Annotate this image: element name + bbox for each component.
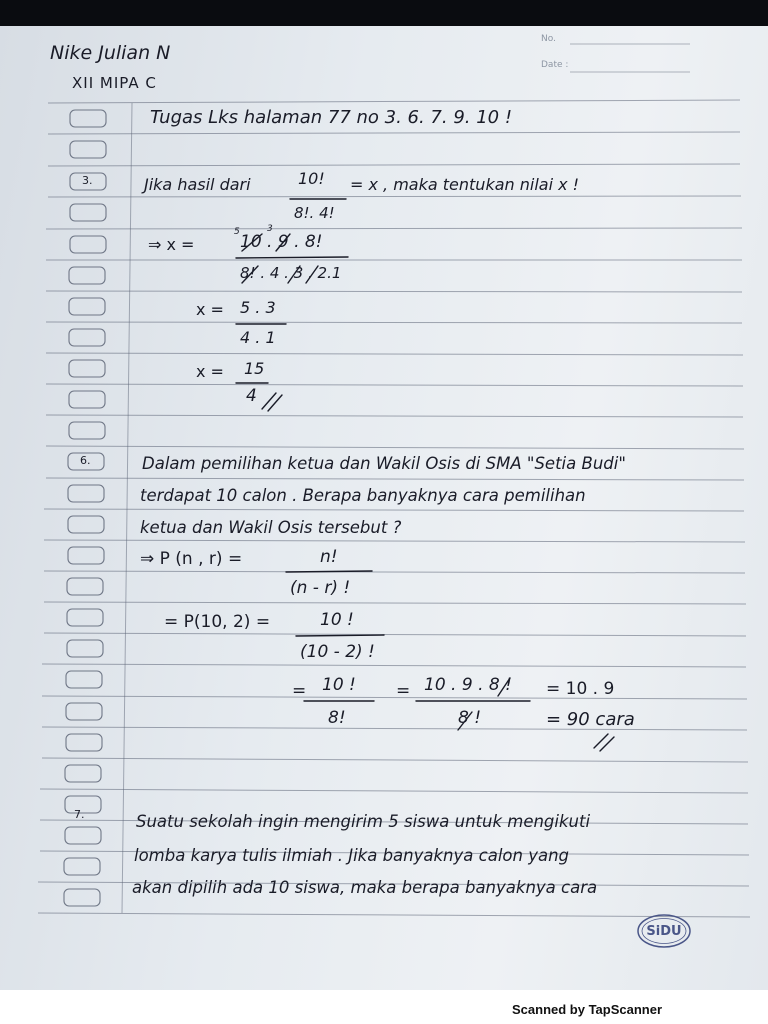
problem-6-formula-numerator: n! <box>320 547 338 567</box>
problem-3-answer-slash-2 <box>268 395 282 411</box>
problem-7-number: 7. <box>74 808 85 821</box>
problem-3-cancel-9 <box>276 234 290 251</box>
problem-6-substitution-fraction-bar <box>296 635 384 636</box>
problem-3-result-numerator: 15 <box>244 359 265 378</box>
problem-6-formula-lhs: ⇒ P (n , r) = <box>140 549 243 569</box>
problem-6-line-2: terdapat 10 calon . Berapa banyaknya cara pemilihan <box>140 486 586 505</box>
problem-3-cancel-2 <box>306 266 318 283</box>
student-name: Nike Julian N <box>50 42 171 64</box>
problem-7-line-2: lomba karya tulis ilmiah . Jika banyaknya calon yang <box>134 846 570 865</box>
problem-3-question-denominator: 8!. 4! <box>294 204 335 222</box>
problem-3-question-numerator: 10! <box>298 169 325 188</box>
problem-6-substitution-denominator: (10 - 2) ! <box>300 642 375 662</box>
date-label: Date : <box>541 60 569 70</box>
problem-3-step1-cancel-3: 3 <box>267 224 273 234</box>
problem-6-cancel-8-denominator <box>458 712 472 730</box>
problem-3-question-suffix: = x , maka tentukan nilai x ! <box>350 175 580 194</box>
sidu-logo-text: SiDU <box>646 924 682 939</box>
problem-6-eq-1: = <box>292 681 307 701</box>
problem-6-expand-numerator: 10 . 9 . 8 ! <box>424 675 512 695</box>
sidu-logo-stamp <box>636 912 692 950</box>
problem-6-line-1: Dalam pemilihan ketua dan Wakil Osis di SMA "Setia Budi" <box>142 454 626 473</box>
problem-3-step3-lhs: x = <box>196 362 224 381</box>
problem-3-step2-denominator: 4 . 1 <box>240 328 276 347</box>
problem-6-formula-denominator: (n - r) ! <box>290 578 351 598</box>
problem-3-cancel-3 <box>288 266 300 283</box>
problem-6-cancel-8-numerator <box>498 678 510 696</box>
problem-3-step1-cancel-5: 5 <box>234 227 240 237</box>
problem-7-line-3: akan dipilih ada 10 siswa, maka berapa banyaknya cara <box>132 878 598 897</box>
problem-6-line-3: ketua dan Wakil Osis tersebut ? <box>140 518 402 537</box>
scanner-watermark: Scanned by TapScanner <box>512 1002 663 1017</box>
problem-6-simplify-denominator: 8! <box>328 708 346 728</box>
problem-3-step1-denominator: 8! . 4 . 3 . 2.1 <box>240 264 342 282</box>
problem-6-expand-denominator: 8 ! <box>458 708 482 728</box>
problem-6-number: 6. <box>80 454 91 467</box>
problem-3-step1-fraction-bar <box>236 257 348 258</box>
problem-3-answer-slash-1 <box>262 393 276 409</box>
problem-3-step2-numerator: 5 . 3 <box>240 298 276 317</box>
problem-7-line-1: Suatu sekolah ingin mengirim 5 siswa untuk mengikuti <box>136 812 591 831</box>
problem-3-number: 3. <box>82 174 93 187</box>
problem-3-step2-lhs: x = <box>196 300 224 319</box>
problem-6-product: = 10 . 9 <box>546 679 615 699</box>
problem-3-step1-numerator: 10 . 9 . 8! <box>240 232 323 252</box>
problem-6-substitution-lhs: = P(10, 2) = <box>164 612 271 632</box>
no-label: No. <box>541 34 556 44</box>
problem-3-result-denominator: 4 <box>246 386 257 406</box>
problem-3-cancel-10 <box>242 234 262 251</box>
problem-3-cancel-8-factorial <box>242 266 258 283</box>
problem-3-question-prefix: Jika hasil dari <box>144 175 251 194</box>
problem-6-substitution-numerator: 10 ! <box>320 610 354 630</box>
problem-6-simplify-numerator: 10 ! <box>322 675 356 695</box>
problem-6-eq-2: = <box>396 681 411 701</box>
problem-3-step1-lhs: ⇒ x = <box>148 235 195 254</box>
assignment-title: Tugas Lks halaman 77 no 3. 6. 7. 9. 10 ! <box>150 107 513 128</box>
problem-6-answer: = 90 cara <box>546 709 635 730</box>
student-class: XII MIPA C <box>72 74 157 92</box>
problem-6-formula-fraction-bar <box>286 571 372 572</box>
